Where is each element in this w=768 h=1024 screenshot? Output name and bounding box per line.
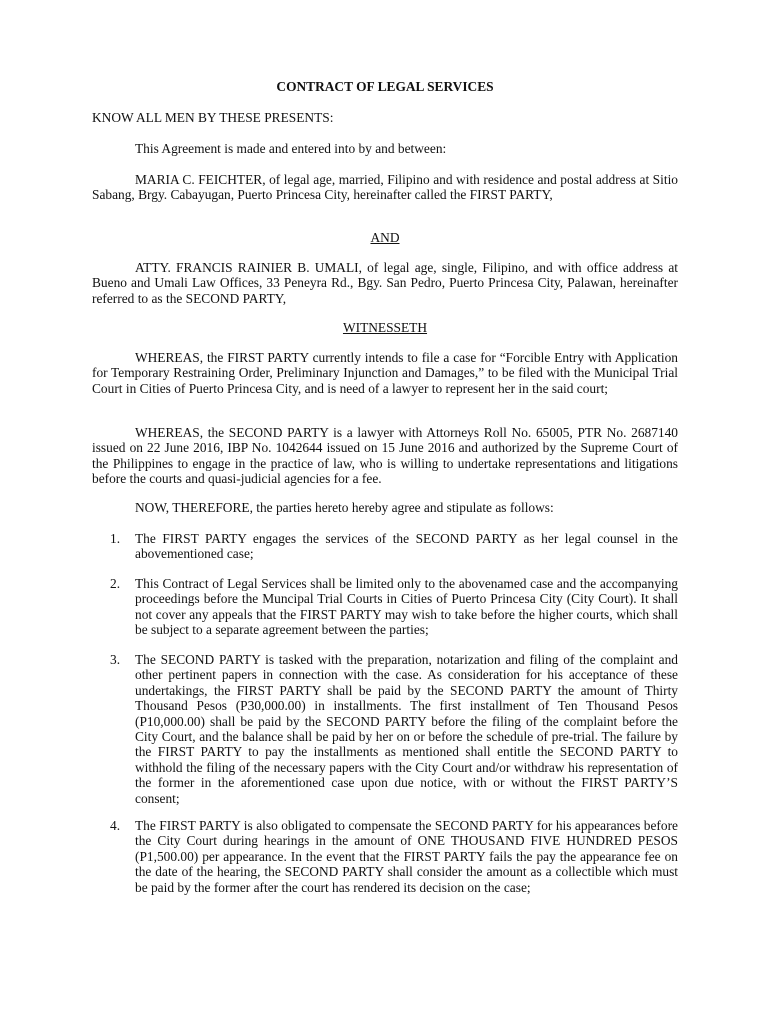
- witnesseth-heading-text: WITNESSETH: [342, 320, 428, 335]
- clause-text: This Contract of Legal Services shall be limited only to the abovenamed case and the accompanying proceedings before the Muncipal Trial Courts in Cities of Puerto Princesa City (City Court). It shall not cover any appeals that the FIRST PARTY may wish to take before the higher courts, which shall be subject to a separate agreement between the parties;: [135, 576, 678, 638]
- first-party-paragraph: MARIA C. FEICHTER, of legal age, married, Filipino and with residence and postal address at Sitio Sabang, Brgy. Cabayugan, Puerto Princesa City, hereinafter called the FIRST PARTY,: [92, 172, 678, 203]
- and-heading: [92, 230, 678, 245]
- now-therefore-paragraph: NOW, THEREFORE, the parties hereto hereby agree and stipulate as follows:: [135, 500, 554, 515]
- document-title: CONTRACT OF LEGAL SERVICES: [276, 79, 494, 94]
- clause-3: [110, 652, 678, 806]
- intro-paragraph: This Agreement is made and entered into by and between:: [135, 141, 447, 156]
- clause-text: The FIRST PARTY is also obligated to compensate the SECOND PARTY for his appearances before the City Court during hearings in the amount of ONE THOUSAND FIVE HUNDRED PESOS (P1,500.00) per appearance. In the event that the FIRST PARTY fails the pay the appearance fee on the date of the hearing, the SECOND PARTY shall consider the amount as a collectible which must be paid by the former after the court has rendered its decision on the case;: [135, 818, 678, 895]
- opening-line: KNOW ALL MEN BY THESE PRESENTS:: [92, 110, 334, 125]
- clause-number: 4.: [110, 818, 121, 833]
- second-party-paragraph: ATTY. FRANCIS RAINIER B. UMALI, of legal age, single, Filipino, and with office address at Bueno and Umali Law Offices, 33 Peneyra Rd., Bgy. San Pedro, Puerto Princesa City, Palawan, hereinafter referred to as the SECOND PARTY,: [92, 260, 678, 306]
- clause-text: The FIRST PARTY engages the services of the SECOND PARTY as her legal counsel in the abovementioned case;: [135, 531, 678, 562]
- clause-1: [110, 531, 678, 562]
- whereas-paragraph-1: WHEREAS, the FIRST PARTY currently intends to file a case for “Forcible Entry with Application for Temporary Restraining Order, Preliminary Injunction and Damages,” to be filed with the Municipal Trial Court in Cities of Puerto Princesa City, and is need of a lawyer to represent her in the said court;: [92, 350, 678, 396]
- and-heading-text: AND: [370, 230, 400, 245]
- clause-number: 1.: [110, 531, 121, 546]
- clause-2: [110, 576, 678, 638]
- clause-number: 3.: [110, 652, 121, 667]
- whereas-paragraph-2: WHEREAS, the SECOND PARTY is a lawyer with Attorneys Roll No. 65005, PTR No. 2687140 issued on 22 June 2016, IBP No. 1042644 issued on 15 June 2016 and authorized by the Supreme Court of the Philippines to engage in the practice of law, who is willing to undertake representations and litigations before the courts and quasi-judicial agencies for a fee.: [92, 425, 678, 487]
- clause-number: 2.: [110, 576, 121, 591]
- clause-text: The SECOND PARTY is tasked with the preparation, notarization and filing of the complaint and other pertinent papers in connection with the case. As consideration for his acceptance of these undertakings, the FIRST PARTY shall be paid by the SECOND PARTY the amount of Thirty Thousand Pesos (P30,000.00) in installments. The first installment of Ten Thousand Pesos (P10,000.00) shall be paid by the SECOND PARTY before the filing of the complaint before the City Court, and the balance shall be paid by her on or before the schedule of pre-trial. The failure by the FIRST PARTY to pay the installments as mentioned shall entitle the SECOND PARTY to withhold the filing of the necessary papers with the City Court and/or withdraw his representation of the former in the aforementioned case upon due notice, with or without the FIRST PARTY’S consent;: [135, 652, 678, 806]
- clause-4: [110, 818, 678, 895]
- witnesseth-heading: [92, 320, 678, 335]
